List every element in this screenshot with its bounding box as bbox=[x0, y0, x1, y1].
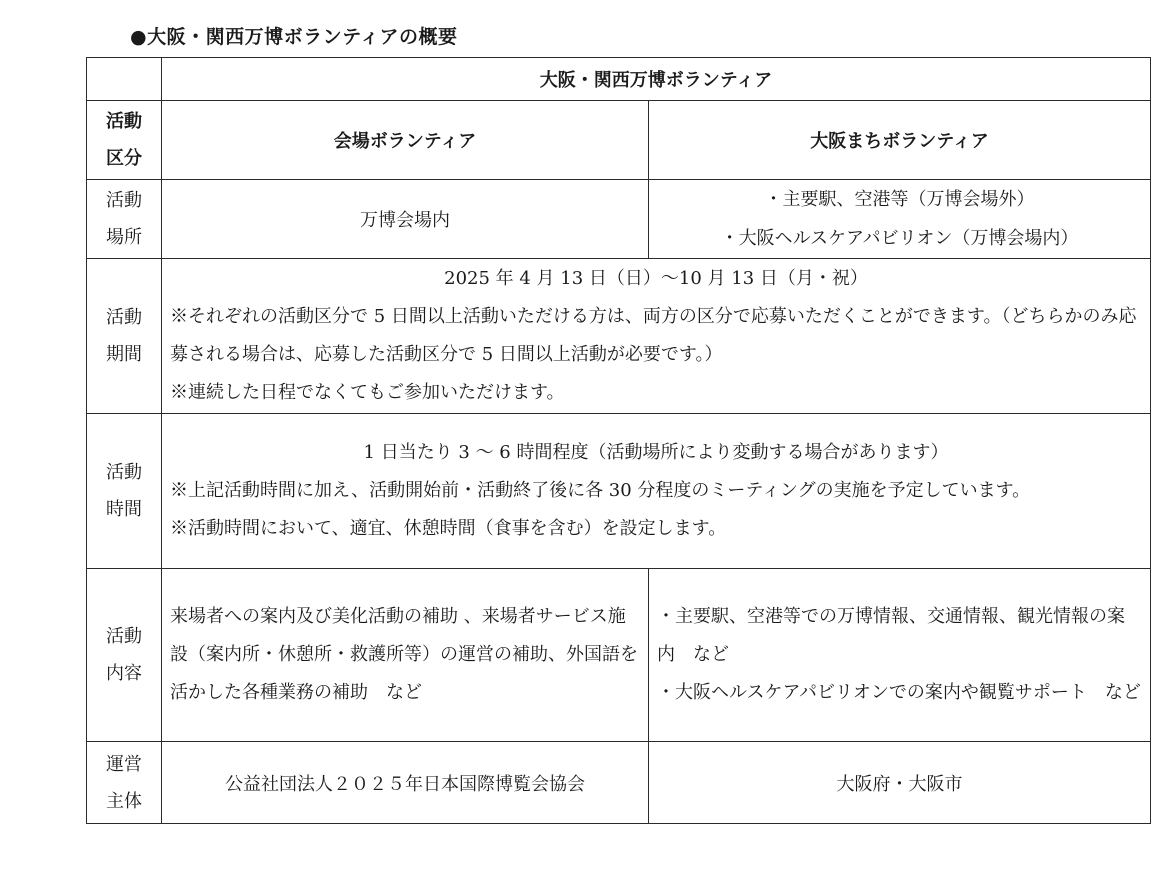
city-content-item: ・主要駅、空港等での万博情報、交通情報、観光情報の案内 など bbox=[657, 606, 1125, 665]
hours-note: ※上記活動時間に加え、活動開始前・活動終了後に各 30 分程度のミーティングの実施を予定しています。 bbox=[170, 480, 1031, 501]
venue-operator-cell: 公益社団法人２０２５年日本国際博覧会協会 bbox=[162, 742, 649, 824]
venue-content-cell: 来場者への案内及び美化活動の補助 、来場者サービス施設（案内所・休憩所・救護所等）の運営の補助、外国語を活かした各種業務の補助 など bbox=[162, 569, 649, 742]
table-row-top-header bbox=[87, 58, 1151, 101]
top-header-cell: 大阪・関西万博ボランティア bbox=[162, 58, 1151, 101]
row-label-operator bbox=[87, 742, 162, 824]
period-main-text: 2025 年 4 月 13 日（日）～10 月 13 日（月・祝） bbox=[444, 268, 868, 289]
row-label-category bbox=[87, 101, 162, 180]
table-row-period bbox=[87, 259, 1151, 414]
row-label-period bbox=[87, 259, 162, 414]
city-operator-cell: 大阪府・大阪市 bbox=[649, 742, 1151, 824]
row-label-line: 場所 bbox=[106, 227, 142, 248]
empty-corner-cell bbox=[87, 58, 162, 101]
city-location-cell bbox=[649, 180, 1151, 259]
table-row-location bbox=[87, 180, 1151, 259]
city-volunteer-header: 大阪まちボランティア bbox=[649, 101, 1151, 180]
row-label-line: 運営 bbox=[106, 753, 142, 775]
hours-note: ※活動時間において、適宜、休憩時間（食事を含む）を設定します。 bbox=[170, 518, 727, 539]
row-label-line: 活動 bbox=[106, 111, 142, 132]
hours-content-cell bbox=[162, 414, 1151, 569]
row-label-line: 活動 bbox=[106, 626, 142, 647]
page-title: ●大阪・関西万博ボランティアの概要 bbox=[130, 26, 458, 48]
row-label-line: 内容 bbox=[106, 663, 142, 684]
row-label-content bbox=[87, 569, 162, 742]
city-content-cell bbox=[649, 569, 1151, 742]
row-label-line: 時間 bbox=[106, 499, 142, 520]
table-row-hours bbox=[87, 414, 1151, 569]
row-label-line: 活動 bbox=[106, 462, 142, 483]
table-row-category bbox=[87, 101, 1151, 180]
venue-volunteer-header: 会場ボランティア bbox=[162, 101, 649, 180]
row-label-hours bbox=[87, 414, 162, 569]
city-location-line: ・主要駅、空港等（万博会場外） bbox=[764, 189, 1035, 210]
row-label-line: 区分 bbox=[106, 148, 142, 169]
row-label-location bbox=[87, 180, 162, 259]
row-label-line: 主体 bbox=[106, 790, 142, 812]
hours-main-text: 1 日当たり 3 ～ 6 時間程度（活動場所により変動する場合があります） bbox=[363, 442, 949, 463]
table-row-content bbox=[87, 569, 1151, 742]
volunteer-overview-table bbox=[86, 57, 1151, 824]
row-label-line: 期間 bbox=[106, 344, 142, 365]
period-note: ※それぞれの活動区分で 5 日間以上活動いただける方は、両方の区分で応募いただくことができます。（どちらかのみ応募される場合は、応募した活動区分で 5 日間以上活動が必要です。） bbox=[170, 306, 1137, 365]
period-content-cell bbox=[162, 259, 1151, 414]
row-label-line: 活動 bbox=[106, 190, 142, 211]
city-location-line: ・大阪ヘルスケアパビリオン（万博会場内） bbox=[720, 228, 1079, 249]
period-note: ※連続した日程でなくてもご参加いただけます。 bbox=[170, 382, 565, 403]
table-row-operator bbox=[87, 742, 1151, 824]
row-label-line: 活動 bbox=[106, 307, 142, 328]
venue-location-cell: 万博会場内 bbox=[162, 180, 649, 259]
city-content-item: ・大阪ヘルスケアパビリオンでの案内や観覧サポート など bbox=[657, 682, 1141, 703]
